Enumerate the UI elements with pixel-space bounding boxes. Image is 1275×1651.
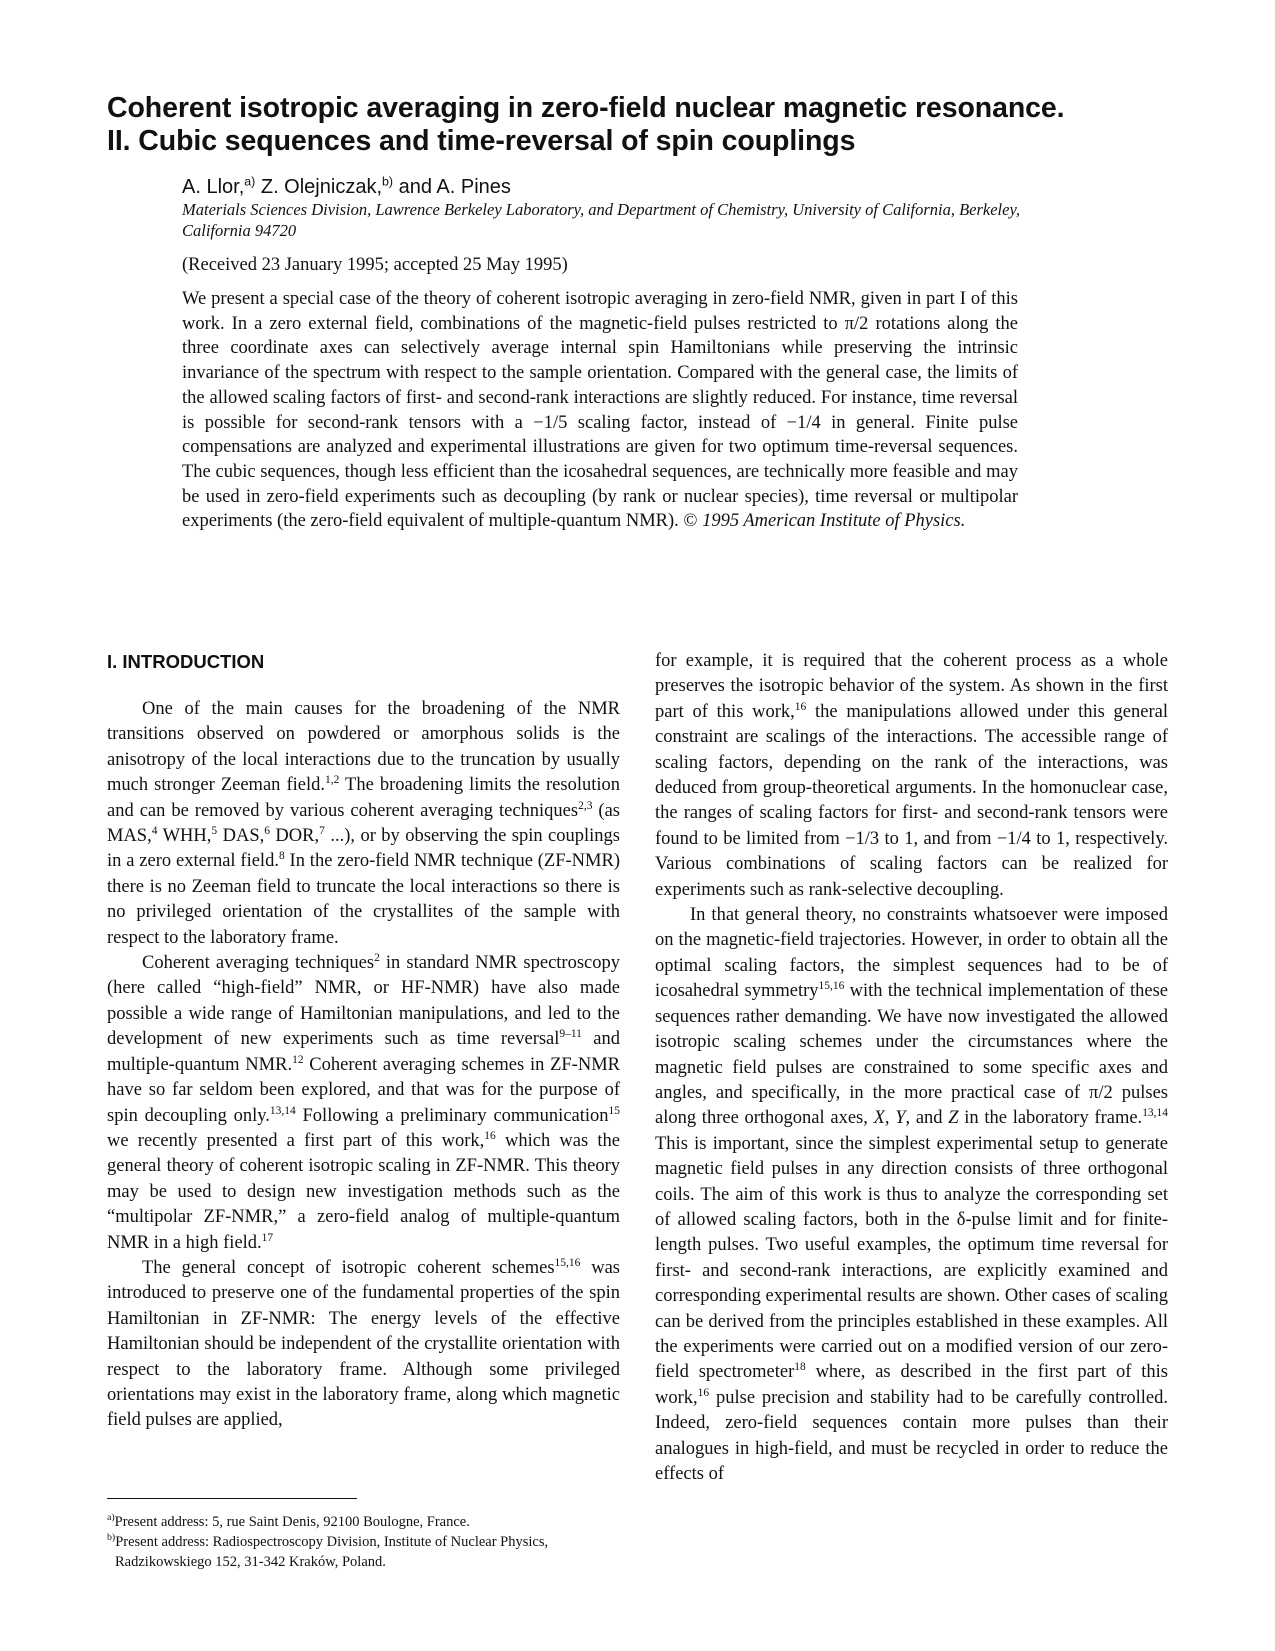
text-run: DAS, — [217, 826, 265, 847]
text-run: the manipulations allowed under this general constraint are scalings of the interactions. The accessible range of scaling factors, depending on the rank of the interactions, was deduced from group-theoretical arguments. In the homonuclear case, the ranges of scaling factors for first- and second-rank tensors were found to be limited from −1/3 to 1, and from −1/4 to 1, respectively. Various combinations of scaling factors can be realized for experiments such as rank-selective decoupling. — [655, 701, 1168, 900]
text-run: Following a preliminary communication — [295, 1105, 609, 1126]
footnote-mark: a) — [107, 1512, 115, 1524]
text-run: pulse precision and stability had to be carefully controlled. Indeed, zero-field sequences contain more pulses than their analogues in high-field, and must be recycled in order to reduce the effects of — [655, 1387, 1168, 1484]
citation: 17 — [261, 1231, 274, 1244]
text-run: In that general theory, no constraints whatsoever were imposed on the magnetic-field trajectories. However, in order to obtain all the optimal scaling factors, the simplest sequences had to be of icosahedral symmetry — [655, 905, 1168, 1002]
footnote-b — [107, 1532, 627, 1552]
axis-symbol: Y — [895, 1108, 906, 1129]
citation: 7 — [319, 824, 325, 837]
text-run: (as MAS, — [107, 800, 620, 847]
text-run: ...), or by observing the spin couplings in a zero external field. — [107, 826, 620, 872]
citation: 16 — [484, 1129, 496, 1142]
citation: 12 — [292, 1053, 304, 1066]
received-dates: (Received 23 January 1995; accepted 25 May 1995) — [182, 255, 568, 275]
footnote-b-continued: Radzikowskiego 152, 31-342 Kraków, Poland. — [115, 1554, 386, 1570]
text-run: with the technical implementation of these sequences rather demanding. We have now investigated the allowed isotropic scaling schemes under the circumstances where the magnetic field pulses are constrained to some specific axes and angles, and specifically, in the more practical case of π/2 pulses along three orthogonal axes, — [655, 981, 1168, 1129]
citation: 13,14 — [269, 1104, 296, 1117]
intro-paragraph-2 — [107, 951, 620, 1256]
citation: 2 — [374, 951, 380, 964]
text-run: which was the general theory of coherent isotropic scaling in ZF-NMR. This theory may be used to design new investigation methods such as the “multipolar ZF-NMR,” a zero-field analog of multiple-quantum NMR in a high field. — [107, 1130, 620, 1253]
author-3: and A. Pines — [393, 176, 511, 198]
citation: 2,3 — [578, 799, 593, 812]
citation: 4 — [151, 824, 158, 837]
axis-symbol: Z — [948, 1108, 959, 1129]
text-run: The broadening limits the resolution and can be removed by various coherent averaging techniques — [107, 775, 620, 821]
paper-title — [107, 92, 1187, 158]
title-line-2: II. Cubic sequences and time-reversal of spin couplings — [107, 125, 856, 157]
text-run: The general concept of isotropic coherent schemes — [142, 1257, 555, 1278]
section-heading-introduction: I. INTRODUCTION — [107, 651, 265, 672]
abstract — [182, 287, 1018, 534]
left-column — [107, 697, 620, 1434]
footnote-divider — [107, 1498, 357, 1499]
citation: 13,14 — [1142, 1107, 1168, 1120]
citation: 8 — [278, 850, 285, 863]
text-run: This is important, since the simplest experimental setup to generate magnetic field pulses in any direction consists of three orthogonal coils. The aim of this work is thus to analyze the corresponding set of allowed scaling factors, both in the δ-pulse limit and for finite-length pulses. Two useful examples, the optimum time reversal for first- and second-rank interactions, are explicitly examined and corresponding experimental results are shown. Other cases of scaling can be derived from the principles established in these examples. All the experiments were carried out on a modified version of our zero-field spectrometer — [655, 1133, 1168, 1383]
citation: 16 — [794, 700, 807, 713]
author-2: Z. Olejniczak, — [255, 176, 382, 198]
text-run: Coherent averaging techniques — [142, 953, 375, 974]
footnotes — [107, 1512, 627, 1572]
text-run: in the laboratory frame. — [958, 1108, 1143, 1129]
text-run: in standard NMR spectroscopy (here called “high-field” NMR, or HF-NMR) have also made possible a wide range of Hamiltonian manipulations, and led to the development of new experiments such as time reversal — [107, 953, 620, 1050]
author-1-mark: a) — [244, 174, 256, 189]
text-run: , — [884, 1108, 896, 1129]
text-run: was introduced to preserve one of the fundamental properties of the spin Hamiltonian in ZF-NMR: The energy levels of the effective Hamiltonian should be independent of the crystallite orientation with respect to the laboratory frame. Although some privileged orientations may exist in the laboratory frame, along which magnetic field pulses are applied, — [107, 1257, 620, 1431]
citation: 9–11 — [559, 1028, 582, 1041]
text-run: One of the main causes for the broadening of the NMR transitions observed on powdered or amorphous solids is the anisotropy of the local interactions due to the truncation by usually much stronger Zeeman field. — [107, 699, 620, 796]
intro-paragraph-3 — [107, 1256, 620, 1434]
title-line-1: Coherent isotropic averaging in zero-field nuclear magnetic resonance. — [107, 92, 1065, 124]
citation: 18 — [794, 1361, 806, 1374]
footnote-mark: b) — [107, 1532, 116, 1544]
right-column — [655, 649, 1168, 1487]
text-run: Coherent averaging schemes in ZF-NMR have so far seldom been explored, and that was for the purpose of spin decoupling only. — [107, 1054, 620, 1126]
citation: 16 — [697, 1386, 710, 1399]
footnote-a — [107, 1512, 627, 1532]
affiliation: Materials Sciences Division, Lawrence Berkeley Laboratory, and Department of Chemistry, University of California, Berkeley, California 94720 — [182, 200, 1020, 240]
citation: 15 — [608, 1104, 620, 1117]
text-run: and multiple-quantum NMR. — [107, 1029, 620, 1075]
citation: 15,16 — [554, 1256, 581, 1269]
text-run: we recently presented a first part of this work, — [107, 1130, 485, 1151]
author-1: A. Llor, — [182, 176, 245, 198]
text-run: DOR, — [269, 826, 320, 847]
intro-paragraph-4 — [655, 903, 1168, 1487]
intro-paragraph-1 — [107, 697, 620, 951]
citation: 5 — [211, 824, 218, 837]
text-run: , and — [905, 1108, 949, 1129]
text-run: where, as described in the first part of this work, — [655, 1362, 1168, 1408]
author-list — [182, 175, 511, 199]
text-run: for example, it is required that the coherent process as a whole preserves the isotropic behavior of the system. As shown in the first part of this work, — [655, 651, 1168, 722]
text-run: In the zero-field NMR technique (ZF-NMR) there is no Zeeman field to truncate the local interactions so there is no privileged orientation of the crystallites of the sample with respect to the laboratory frame. — [107, 851, 620, 948]
abstract-text: We present a special case of the theory of coherent isotropic averaging in zero-field NMR, given in part I of this work. In a zero external field, combinations of the magnetic-field pulses restricted to π/2 rotations along the three coordinate axes can selectively average internal spin Hamiltonians while preserving the intrinsic invariance of the spectrum with respect to the sample orientation. Compared with the general case, the limits of the allowed scaling factors of first- and second-rank interactions are slightly reduced. For instance, time reversal is possible for second-rank tensors with a −1/5 scaling factor, instead of −1/4 in general. Finite pulse compensations are analyzed and experimental illustrations are given for two optimum time-reversal sequences. The cubic sequences, though less efficient than the icosahedral sequences, are technically more feasible and may be used in zero-field experiments such as decoupling (by rank or nuclear species), time reversal or multipolar experiments (the zero-field equivalent of multiple-quantum NMR). © — [182, 289, 1018, 532]
citation: 1,2 — [324, 774, 340, 787]
axis-symbol: X — [873, 1108, 885, 1129]
citation: 6 — [264, 824, 270, 837]
author-2-mark: b) — [382, 174, 394, 189]
abstract-copyright: 1995 American Institute of Physics. — [697, 511, 966, 532]
footnote-text: Present address: Radiospectroscopy Division, Institute of Nuclear Physics, — [115, 1534, 549, 1550]
intro-paragraph-3-continued — [655, 649, 1168, 903]
citation: 15,16 — [818, 980, 845, 993]
text-run: WHH, — [157, 826, 212, 847]
footnote-text: Present address: 5, rue Saint Denis, 92100 Boulogne, France. — [114, 1514, 470, 1530]
